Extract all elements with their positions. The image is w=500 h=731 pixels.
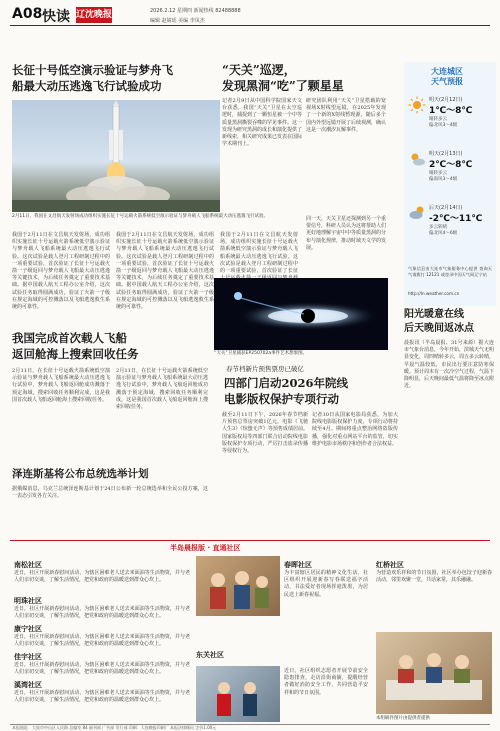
community-mid2-body: 近日，社区组织志愿者开展节前安全隐患排查，走访沿街商铺，提醒经营者做好消防安全工作，共同营造平安祥和的节日氛围。 xyxy=(284,668,368,696)
section-name: 快读 xyxy=(42,9,70,25)
community-right-title: 红桥社区 xyxy=(376,561,404,569)
weather-day-3 xyxy=(408,204,494,240)
film-body-col2: 记者10日从国家电影局获悉，为加大院线电影版权保护力度，专项行动将持续至4月。期间将重点整治网络盗版传播，强化对重点网站平台的监管，切实维护电影市场秩序和创作者合法权益。 xyxy=(312,412,398,447)
weather-day-3-temp: -2℃～11℃ xyxy=(429,214,483,224)
film-headline xyxy=(224,375,402,407)
weather-title-line1: 大连城区 xyxy=(431,67,463,76)
weather-url: http://ln.weather.com.cn xyxy=(408,291,460,296)
tianguan-headline-line2: 发现黑洞“吃”了颗星星 xyxy=(222,79,344,93)
rocket-icon xyxy=(12,100,220,212)
tianguan-headline-line1: “天关”巡逻， xyxy=(222,63,296,77)
sun-icon xyxy=(408,96,426,114)
editor-line: 编辑 赵婧瑶 美编 李凤杰 xyxy=(150,18,205,24)
paper-logo xyxy=(76,7,112,23)
film-body-col1: 截至2月11日下午，2026年春节档新片预售总票房突破1亿元，电影《飞驰人生3》《惊蛰无声》等预售成绩居前。国家版权局等四部门联合启动院线电影版权保护专项行动，严厉打击盗录传播等侵权行为。 xyxy=(222,412,308,455)
community-left-item-3-body: 近日，社区开展新春慰问活动，为辖区困难老人送去米面油等生活物资，并与老人们亲切交谈，了解生活情况，把党和政府的温暖送到群众心坎上。 xyxy=(14,662,190,676)
community-left-item-3: 佳宇社区 xyxy=(14,653,42,661)
weather-day-2 xyxy=(408,150,494,186)
weather-panel xyxy=(404,62,496,306)
community-left-item-4-body: 近日，社区开展新春慰问活动，为辖区困难老人送去米面油等生活物资，并与老人们亲切交谈，了解生活情况，把党和政府的温暖送到群众心坎上。 xyxy=(14,690,190,704)
zelensky-headline: 泽连斯基将公布总统选举计划 xyxy=(12,468,149,480)
lead-body-col3: 我国于2月11日在文昌航天发射场，成功组织实施长征十号运载火箭系统低空演示验证与梦舟载人飞船系统最大动压逃逸飞行试验。这次试验是载人登月工程研制过程中的一项重要试验，首次验证了长征 xyxy=(220,232,298,275)
community-photo-2 xyxy=(196,666,280,722)
black-hole-caption: “天关”卫星捕获EP250702a事件艺术想象图。 xyxy=(214,351,308,356)
masthead xyxy=(10,5,490,39)
weather-day-1 xyxy=(408,96,494,132)
weather-day-2-temp: 2℃～8℃ xyxy=(429,160,473,170)
community-left-item-2-body: 近日，社区开展新春慰问活动，为辖区困难老人送去米面油等生活物资，并与老人们亲切交谈，了解生活情况，把党和政府的温暖送到群众心坎上。 xyxy=(14,634,190,648)
recovery-body-col2: 2月11日，在长征十号运载火箭系统低空演示验证与梦舟载人飞船系统最大动压逃逸飞行试验中，梦舟载人飞船返回舱成功溅落于预定海域，搜索回收任务顺利完成，这是我国首次载人飞船返回舱海上搜索回收任务。 xyxy=(116,368,208,411)
weather-day-2-wind: 偏南风3～4级 xyxy=(429,177,458,182)
tianguan-body-col2: 研究团队利用“天关”卫星搭载的宽视场X射线望远镜，在2025年发现了一个新的X射线暂现源，随后多个国内外望远镜开展了后续观测，确认这是一次潮汐瓦解事件。 xyxy=(306,98,387,133)
date-line: 2026.2.12 星期四 新闻热线 82488888 xyxy=(150,8,241,14)
page-number: A08 xyxy=(12,6,43,22)
community-photo-1 xyxy=(196,556,280,616)
sunny-headline xyxy=(404,308,496,336)
recovery-headline xyxy=(12,330,212,362)
recovery-headline-line2: 返回舱海上搜索回收任务 xyxy=(12,347,139,361)
sunny-headline-line2: 后天晚间返冰点 xyxy=(404,323,474,334)
tianguan-body-col1: 记者2月9日从中国科学院国家天文台获悉，我国“天关”卫星在太空巡逻时，捕捉到了一颗恒星被一个中等质量黑洞撕裂吞噬的罕见事件。这一发现为研究黑洞的成长和演化提供了新线索，相关研究成果已发表在国际学术期刊上。 xyxy=(222,98,303,148)
cloud-sun-icon xyxy=(408,204,426,222)
community-mid2-title: 东关社区 xyxy=(196,651,224,659)
lead-body-col1: 我国于2月11日在文昌航天发射场，成功组织实施长征十号运载火箭系统低空演示验证与梦舟载人飞船系统最大动压逃逸飞行试验。这次试验是载人登月工程研制过程中的一项重要试验，首次验证了长征十号运载火箭一子级返回与梦舟载人飞船最大动压逃逸等关键技术，为后续任务奠定了重要技术基础。据中国载人航天工程办公室介绍，这次试验任务取得圆满成功，验证了火箭一子级在规定海域的可控溅落以及飞船逃逸救生系统的可靠性。 xyxy=(12,232,110,311)
people-icon xyxy=(196,666,280,722)
weather-day-1-desc: 晴转多云 xyxy=(429,117,447,122)
community-left-title: 南松社区 xyxy=(14,561,42,569)
recovery-body-col1: 2月11日，在长征十号运载火箭系统低空演示验证与梦舟载人飞船系统最大动压逃逸飞行试验中，梦舟载人飞船返回舱成功溅落于预定海域，搜索回收任务顺利完成，这是我国首次载人飞船返回舱海上搜索回收任务。 xyxy=(12,368,110,403)
community-left-item-1-body: 近日，社区开展新春慰问活动，为辖区困难老人送去米面油等生活物资，并与老人们亲切交谈，了解生活情况，把党和政府的温暖送到群众心坎上。 xyxy=(14,606,190,620)
weather-note: 气象信息由大连市气象服务中心提供 查询天气请拨打 12121 或登录中国天气网辽宁站 xyxy=(408,266,492,277)
lead-body-col2: 我国于2月11日在文昌航天发射场，成功组织实施长征十号运载火箭系统低空演示验证与梦舟载人飞船系统最大动压逃逸飞行试验。这次试验是载人登月工程研制过程中的一项重要试验，首次验证了长征十号运载火箭一子级返回与梦舟载人飞船最大动压逃逸等关键技术，为后续任务奠定了重要技术基础。据中国载人航天工程办公室介绍，这次试验任务取得圆满成功，验证了火箭一子级在规定海域的可控溅落以及飞船逃逸救生系统的可靠性。 xyxy=(116,232,214,311)
community-left-item-4: 溪湾社区 xyxy=(14,681,42,689)
community-left-item-2: 康宁社区 xyxy=(14,625,42,633)
weather-day-2-date: 明天(2月13日) xyxy=(429,151,463,157)
sun-cloud-icon xyxy=(408,150,426,168)
people-icon xyxy=(196,556,280,616)
weather-day-3-desc: 多云转晴 xyxy=(429,225,447,230)
people-icon xyxy=(376,632,492,714)
community-photo-3 xyxy=(376,632,492,714)
tianguan-headline xyxy=(222,62,402,94)
rocket-launch-photo xyxy=(12,100,220,212)
community-left-item-1: 明珠社区 xyxy=(14,597,42,605)
zelensky-body: 据俄媒消息，乌克兰总统泽连斯基计划于24日公布新一轮总统选举和全民公投方案，这一表态引发各方关注。 xyxy=(12,486,208,500)
lead-headline xyxy=(12,62,222,94)
community-mid-body: 为丰富辖区居民的精神文化生活，社区组织开展迎新春写春联送福字活动，书法爱好者现场挥毫泼墨，为居民送上新春祝福。 xyxy=(284,570,368,598)
recovery-headline-line1: 我国完成首次载人飞船 xyxy=(12,331,127,345)
masthead-rule xyxy=(10,25,490,26)
sunny-body: 晨报讯（半岛晨报、31号来源）据大连市气象台消息，今年开始，滨城天气无明显变化，周四晴转多云，周五多云转晴，早晨气温较低，市民出行要注意防寒保暖。预计周末有一次冷空气过程，气温下降明显，后天晚间最低气温将降至冰点附近。 xyxy=(404,340,495,390)
black-hole-illustration xyxy=(214,278,388,350)
weather-day-1-wind: 偏北风3～4级 xyxy=(429,123,458,128)
film-headline-line2: 电影版权保护专项行动 xyxy=(224,392,339,406)
paper-logo-text: 辽沈晚报 xyxy=(76,10,113,20)
tianguan-body-col3: 同一天，天关卫星还探测到另一个重要信号，科研人员认为这将帮助人们更好地理解宇宙中中等质量黑洞的分布与演化规律，推动时域天文学的发展。 xyxy=(306,216,387,251)
film-kicker: 春节档新片预售票房已破亿 xyxy=(226,365,304,373)
weather-title-line2: 天气预报 xyxy=(431,77,463,86)
black-hole-icon xyxy=(214,278,388,350)
lead-headline-line1: 长征十号低空演示验证与梦舟飞 xyxy=(12,63,173,77)
weather-day-3-date: 后天(2月14日) xyxy=(429,205,463,211)
lead-photo-caption: 2月11日，我国在文昌航天发射场成功组织实施长征十号运载火箭系统低空演示验证与梦舟载人飞船系统最大动压逃逸飞行试验。 xyxy=(12,214,269,219)
sunny-headline-line1: 阳光暖意在线 xyxy=(404,309,464,320)
film-headline-line1: 四部门启动2026年院线 xyxy=(224,376,349,390)
community-top-rule xyxy=(10,540,490,541)
community-left-body: 近日，社区开展新春慰问活动，为辖区困难老人送去米面油等生活物资，并与老人们亲切交谈，了解生活情况，把党和政府的温暖送到群众心坎上。 xyxy=(14,570,190,584)
weather-day-1-date: 明天(2月12日) xyxy=(429,97,463,103)
community-mid-title: 春晖社区 xyxy=(284,561,312,569)
footer-text: 本报地址：大连市中山区人民路 总编室 84 副刊部 广告部 发行部 印刷：大连晚报印刷厂 本报法律顾问 定价1.00元 xyxy=(12,725,217,730)
weather-day-2-desc: 晴转多云 xyxy=(429,171,447,176)
community-right-caption: 本组稿件图片由提供者提供 xyxy=(376,716,430,721)
community-right-body: 为营造欢乐祥和的节日氛围，社区举办包饺子迎新春活动，邻里欢聚一堂，共话家常，其乐融融。 xyxy=(376,570,492,584)
lead-headline-line2: 船最大动压逃逸飞行试验成功 xyxy=(12,79,162,93)
weather-day-3-wind: 偏北风4～6级 xyxy=(429,231,458,236)
weather-day-1-temp: 1℃～8℃ xyxy=(429,106,473,116)
community-banner: 半岛晨报版 · 直通社区 xyxy=(170,544,241,552)
